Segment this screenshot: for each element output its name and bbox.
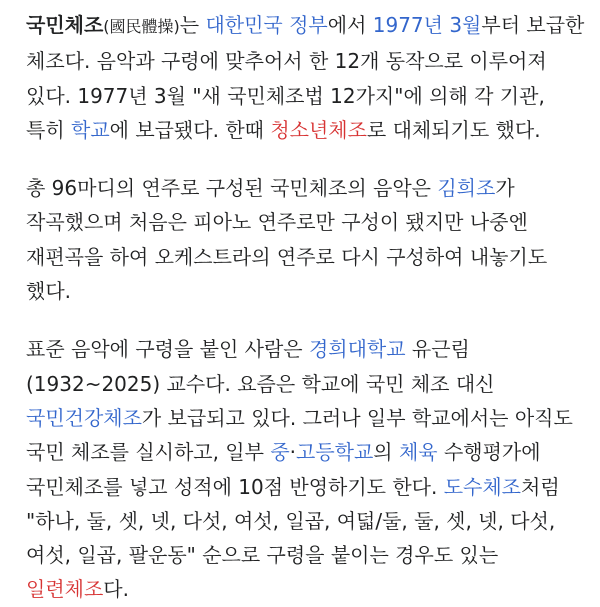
text-span: 에서 [327,13,373,37]
text-span: 총 96마디의 연주로 구성된 국민체조의 음악은 [26,176,438,201]
link-kim-heejo[interactable]: 김희조 [437,176,496,201]
text-span: 수행평가에 국민체조를 넣고 성적에 10점 반영하기도 한다. [26,440,541,499]
link-korea-government[interactable]: 대한민국 정부 [205,13,328,37]
text-span: 의 [373,440,399,465]
article-title-term: 국민체조 [26,13,104,37]
link-calisthenics[interactable]: 도수체조 [443,474,521,499]
text-span: 처럼 "하나, 둘, 셋, 넷, 다섯, 여섯, 일곱, 여덟/둘, 둘, 셋, 넷, 다섯, 여섯, 일곱, 팔운동" 순으로 구령을 붙이는 경우도 있는 [26,474,560,568]
text-span: 다. [103,577,129,602]
link-march-1977[interactable]: 1977년 3월 [372,13,482,37]
link-youth-exercise[interactable]: 청소년체조 [270,117,367,142]
link-high-school[interactable]: 고등학교 [296,440,374,465]
text-span: 가 작곡했으며 처음은 피아노 연주로만 구성이 됐지만 나중엔 재편곡을 하여 오케스트라의 연주로 다시 구성하여 내놓기도 했다. [26,176,548,304]
link-physical-education[interactable]: 체육 [398,440,438,465]
text-span: 표준 음악에 구령을 붙인 사람은 [26,337,309,362]
text-span: 로 대체되기도 했다. [366,117,541,142]
link-middle-school[interactable]: 중 [270,440,290,465]
text-span: · [289,440,296,465]
paragraph-commands [26,332,586,606]
text-span: 유근림 (1932~2025) 교수다. 요즘은 학교에 국민 체조 대신 [26,337,495,396]
text-span: 에 보급됐다. 한때 [109,117,271,142]
text-span: 가 보급되고 있다. 그러나 일부 학교에서는 아직도 국민 체조를 실시하고, 일부 [26,405,573,465]
hanja-term: (國民體操) [103,17,180,36]
link-school[interactable]: 학교 [71,117,110,142]
link-serial-exercise[interactable]: 일련체조 [26,577,104,602]
link-national-health-exercise[interactable]: 국민건강체조 [26,405,142,430]
paragraph-intro [26,8,586,147]
link-kyunghee-university[interactable]: 경희대학교 [308,337,406,362]
article-body [26,8,586,607]
text-span: 부터 보급한 체조다. 음악과 구령에 맞추어서 한 12개 동작으로 이루어져 있다. 1977년 3월 "새 국민체조법 12가지"에 의해 각 기관, 특히 [26,13,585,142]
paragraph-music [26,171,586,308]
text-span: 는 [179,13,206,37]
